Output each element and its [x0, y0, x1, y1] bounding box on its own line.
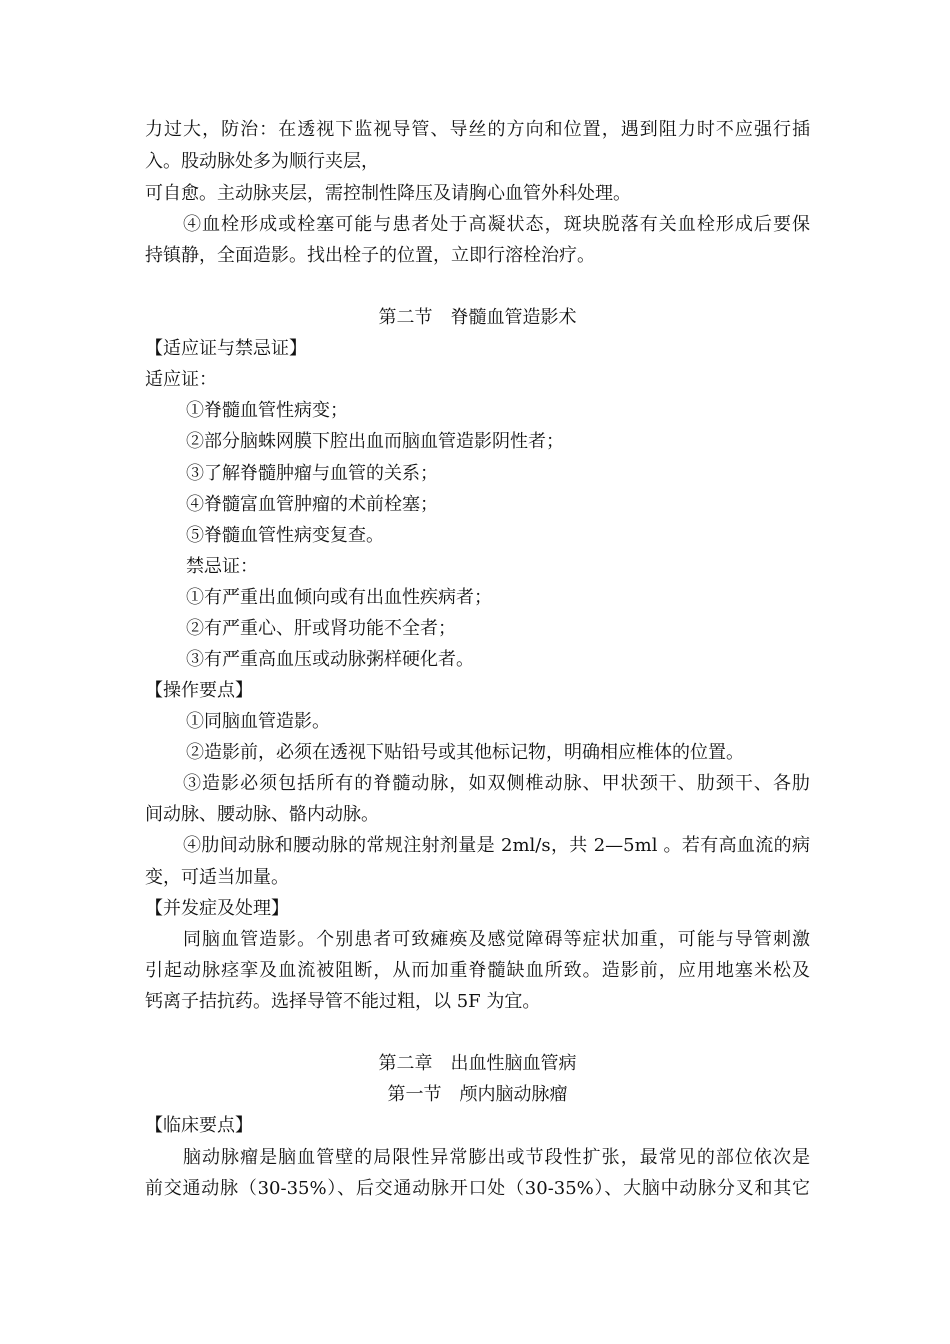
paragraph-line: 前交通动脉（30-35%）、后交通动脉开口处（30-35%）、大脑中动脉分叉和其它: [145, 1178, 810, 1199]
list-item-continuation: 间动脉、腰动脉、骼内动脉。: [145, 804, 379, 825]
list-item: ⑤脊髓血管性病变复查。: [186, 525, 384, 546]
paragraph-line: ④血栓形成或栓塞可能与患者处于高凝状态，斑块脱落有关血栓形成后要保: [183, 214, 810, 235]
list-item: ①脊髓血管性病变；: [186, 400, 348, 421]
section-heading: 第一节 颅内脑动脉瘤: [387, 1084, 568, 1105]
list-item: ①有严重出血倾向或有出血性疾病者；: [186, 587, 492, 608]
paragraph-line: 引起动脉痉挛及血流被阻断，从而加重脊髓缺血所致。造影前，应用地塞米松及: [145, 960, 810, 981]
subsection-heading: 【并发症及处理】: [145, 898, 289, 919]
section-heading: 第二节 脊髓血管造影术: [378, 307, 577, 328]
chapter-heading: 第二章 出血性脑血管病: [378, 1053, 577, 1074]
paragraph-line: 持镇静，全面造影。找出栓子的位置，立即行溶栓治疗。: [145, 245, 595, 266]
list-item: ④脊髓富血管肿瘤的术前栓塞；: [186, 494, 438, 515]
list-item-continuation: 变，可适当加量。: [145, 867, 289, 888]
list-heading: 禁忌证：: [186, 556, 258, 577]
paragraph-line: 同脑血管造影。个别患者可致瘫痪及感觉障碍等症状加重，可能与导管刺激: [183, 929, 810, 950]
paragraph-line: 脑动脉瘤是脑血管壁的局限性异常膨出或节段性扩张，最常见的部位依次是: [183, 1147, 810, 1168]
subsection-heading: 【临床要点】: [145, 1115, 253, 1136]
list-item: ②部分脑蛛网膜下腔出血而脑血管造影阴性者；: [186, 431, 564, 452]
list-item: ④肋间动脉和腰动脉的常规注射剂量是 2ml/s，共 2—5ml 。若有高血流的病: [183, 835, 810, 856]
list-item: ②有严重心、肝或肾功能不全者；: [186, 618, 456, 639]
list-item: ③了解脊髓肿瘤与血管的关系；: [186, 463, 438, 484]
subsection-heading: 【适应证与禁忌证】: [145, 338, 307, 359]
subsection-heading: 【操作要点】: [145, 680, 253, 701]
list-item: ①同脑血管造影。: [186, 711, 330, 732]
list-heading: 适应证：: [145, 369, 217, 390]
list-item: ②造影前，必须在透视下贴铅号或其他标记物，明确相应椎体的位置。: [186, 742, 744, 763]
list-item: ③有严重高血压或动脉粥样硬化者。: [186, 649, 474, 670]
list-item: ③造影必须包括所有的脊髓动脉，如双侧椎动脉、甲状颈干、肋颈干、各肋: [183, 773, 810, 794]
paragraph-line: 力过大，防治：在透视下监视导管、导丝的方向和位置，遇到阻力时不应强行插: [145, 119, 810, 140]
paragraph-line: 可自愈。主动脉夹层，需控制性降压及请胸心血管外科处理。: [145, 183, 631, 204]
paragraph-line: 入。股动脉处多为顺行夹层，: [145, 151, 379, 172]
paragraph-line: 钙离子拮抗药。选择导管不能过粗，以 5F 为宜。: [145, 991, 541, 1012]
